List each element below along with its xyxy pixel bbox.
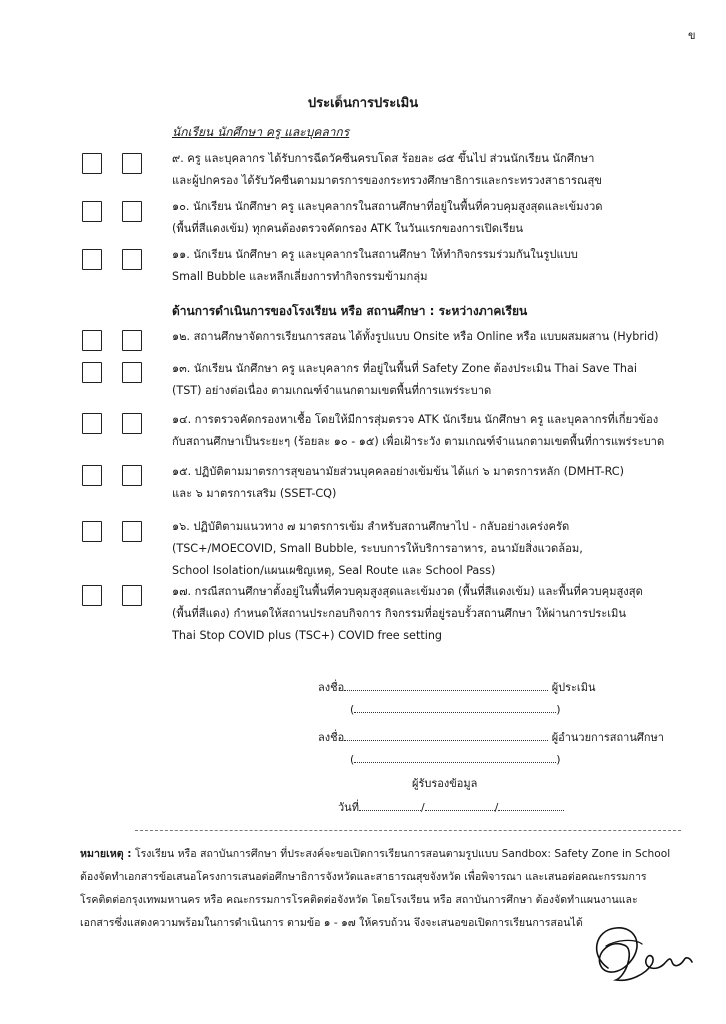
- criterion-14: [172, 409, 692, 453]
- signature-field-director[interactable]: [344, 728, 548, 741]
- evaluator-role: ผู้ประเมิน: [551, 681, 596, 694]
- name-field-director[interactable]: [354, 750, 556, 763]
- evaluator-name-line: [350, 700, 561, 716]
- sign-label: ลงชื่อ: [318, 731, 345, 744]
- checkbox-no-11[interactable]: [122, 249, 142, 270]
- close-paren: ): [556, 703, 561, 716]
- date-separator: /: [420, 801, 425, 814]
- criterion-line: School Isolation/แผนเผชิญเหตุ, Seal Route และ School Pass): [172, 564, 496, 577]
- director-signature-line: [318, 728, 664, 746]
- section-heading-students: นักเรียน นักศึกษา ครู และบุคลากร: [172, 125, 350, 139]
- checkbox-yes-14[interactable]: [82, 413, 102, 434]
- sign-label: ลงชื่อ: [318, 681, 345, 694]
- criterion-line: (TST) อย่างต่อเนื่อง ตามเกณฑ์จำแนกตามเขตพื้นที่การแพร่ระบาด: [172, 384, 492, 397]
- criterion-line: Thai Stop COVID plus (TSC+) COVID free setting: [172, 629, 443, 642]
- checkbox-no-10[interactable]: [122, 201, 142, 222]
- checkbox-yes-11[interactable]: [82, 249, 102, 270]
- criterion-13: [172, 358, 692, 402]
- criterion-9: [172, 148, 692, 192]
- checkbox-yes-9[interactable]: [82, 153, 102, 174]
- checkbox-no-12[interactable]: [122, 330, 142, 351]
- criterion-line: กับสถานศึกษาเป็นระยะๆ (ร้อยละ ๑๐ - ๑๕) เพื่อเฝ้าระวัง ตามเกณฑ์จำแนกตามเขตพื้นที่การแพร่ระบาด: [172, 435, 665, 448]
- criterion-line: ๑๔. การตรวจคัดกรองหาเชื้อ โดยให้มีการสุ่มตรวจ ATK นักเรียน นักศึกษา ครู และบุคลากรที่เกี่ยวข้อง: [172, 413, 659, 426]
- criterion-12: [172, 326, 692, 348]
- criterion-line: ๑๑. นักเรียน นักศึกษา ครู และบุคลากรในสถานศึกษา ให้ทำกิจกรรมร่วมกันในรูปแบบ: [172, 248, 578, 261]
- criterion-15: [172, 461, 692, 505]
- document-title: ประเด็นการประเมิน: [307, 96, 419, 111]
- date-separator: /: [494, 801, 499, 814]
- criterion-line: (TSC+/MOECOVID, Small Bubble, ระบบการให้บริการอาหาร, อนามัยสิ่งแวดล้อม,: [172, 542, 583, 555]
- criterion-line: และผู้ปกครอง ได้รับวัคซีนตามมาตรการของกระทรวงศึกษาธิการและกระทรวงสาธารณสุข: [172, 174, 602, 187]
- open-paren: (: [350, 753, 355, 766]
- date-day-field[interactable]: [359, 798, 421, 811]
- checkbox-yes-13[interactable]: [82, 362, 102, 383]
- criterion-line: ๑๒. สถานศึกษาจัดการเรียนการสอน ได้ทั้งรูปแบบ Onsite หรือ Online หรือ แบบผสมผสาน (Hybrid): [172, 330, 659, 343]
- open-paren: (: [350, 703, 355, 716]
- section-heading-school: ด้านการดำเนินการของโรงเรียน หรือ สถานศึกษา : ระหว่างภาคเรียน: [172, 304, 528, 318]
- criterion-line: (พื้นที่สีแดงเข้ม) ทุกคนต้องตรวจคัดกรอง ATK ในวันแรกของการเปิดเรียน: [172, 222, 524, 235]
- checkbox-yes-10[interactable]: [82, 201, 102, 222]
- remark-line: [80, 843, 692, 866]
- criterion-line: ๑๐. นักเรียน นักศึกษา ครู และบุคลากรในสถานศึกษาที่อยู่ในพื้นที่ควบคุมสูงสุดและเข้มงวด: [172, 200, 603, 213]
- date-month-field[interactable]: [425, 798, 495, 811]
- handwritten-signature-icon: [586, 916, 696, 990]
- criterion-10: [172, 196, 692, 240]
- criterion-line: (พื้นที่สีแดง) กำหนดให้สถานประกอบกิจการ กิจกรรมที่อยู่รอบรั้วสถานศึกษา ให้ผ่านการประเมิน: [172, 607, 627, 620]
- checkbox-yes-15[interactable]: [82, 465, 102, 486]
- evaluator-signature-line: [318, 678, 595, 696]
- remark-line: เอกสารซึ่งแสดงความพร้อมในการดำเนินการ ตามข้อ ๑ - ๑๗ ให้ครบถ้วน จึงจะเสนอขอเปิดการเรียนการสอนได้: [80, 917, 583, 929]
- checkbox-no-14[interactable]: [122, 413, 142, 434]
- director-name-line: [350, 750, 561, 766]
- name-field-evaluator[interactable]: [354, 700, 556, 713]
- page-marker: ข: [688, 29, 696, 42]
- criterion-line: ๑๕. ปฏิบัติตามมาตรการสุขอนามัยส่วนบุคคลอย่างเข้มข้น ได้แก่ ๖ มาตรการหลัก (DMHT-RC): [172, 465, 624, 478]
- remark-label: หมายเหตุ :: [80, 848, 132, 860]
- remark-text: โรงเรียน หรือ สถาบันการศึกษา ที่ประสงค์จะขอเปิดการเรียนการสอนตามรูปแบบ Sandbox: Safety Zone in School: [131, 848, 671, 860]
- date-label: วันที่: [338, 801, 359, 814]
- checkbox-no-9[interactable]: [122, 153, 142, 174]
- checkbox-no-17[interactable]: [122, 585, 142, 606]
- criterion-11: [172, 244, 692, 288]
- criterion-line: ๙. ครู และบุคลากร ได้รับการฉีดวัคซีนครบโดส ร้อยละ ๘๕ ขึ้นไป ส่วนนักเรียน นักศึกษา: [172, 152, 595, 165]
- criterion-17: [172, 581, 692, 647]
- date-line: [338, 798, 564, 816]
- remark-line: โรคติดต่อกรุงเทพมหานคร หรือ คณะกรรมการโรคติดต่อจังหวัด โดยโรงเรียน หรือ สถาบันการศึกษา ต้องจัดทำแผนงานและ: [80, 894, 638, 906]
- criterion-line: ๑๗. กรณีสถานศึกษาตั้งอยู่ในพื้นที่ควบคุมสูงสุดและเข้มงวด (พื้นที่สีแดงเข้ม) และพื้นที่ควบคุมสูงสุด: [172, 585, 643, 598]
- certifier-label: ผู้รับรองข้อมูล: [412, 777, 478, 790]
- criterion-16: [172, 516, 692, 582]
- criterion-line: ๑๖. ปฏิบัติตามแนวทาง ๗ มาตรการเข้ม สำหรับสถานศึกษาไป - กลับอย่างเคร่งครัด: [172, 520, 570, 533]
- signature-field-evaluator[interactable]: [344, 678, 548, 691]
- checkbox-no-15[interactable]: [122, 465, 142, 486]
- checkbox-yes-16[interactable]: [82, 521, 102, 542]
- close-paren: ): [556, 753, 561, 766]
- checkbox-no-13[interactable]: [122, 362, 142, 383]
- director-role: ผู้อำนวยการสถานศึกษา: [551, 731, 664, 744]
- criterion-line: Small Bubble และหลีกเลี่ยงการทำกิจกรรมข้ามกลุ่ม: [172, 270, 428, 283]
- dashed-divider: [135, 830, 681, 831]
- checkbox-yes-17[interactable]: [82, 585, 102, 606]
- criterion-line: ๑๓. นักเรียน นักศึกษา ครู และบุคลากร ที่อยู่ในพื้นที่ Safety Zone ต้องประเมิน Thai Save Thai: [172, 362, 637, 375]
- criterion-line: และ ๖ มาตรการเสริม (SSET-CQ): [172, 487, 337, 500]
- checkbox-no-16[interactable]: [122, 521, 142, 542]
- checkbox-yes-12[interactable]: [82, 330, 102, 351]
- date-year-field[interactable]: [498, 798, 564, 811]
- remark-line: ต้องจัดทำเอกสารข้อเสนอโครงการเสนอต่อศึกษาธิการจังหวัดและสาธารณสุขจังหวัด เพื่อพิจารณา และเสนอต่อคณะกรรมการ: [80, 871, 647, 883]
